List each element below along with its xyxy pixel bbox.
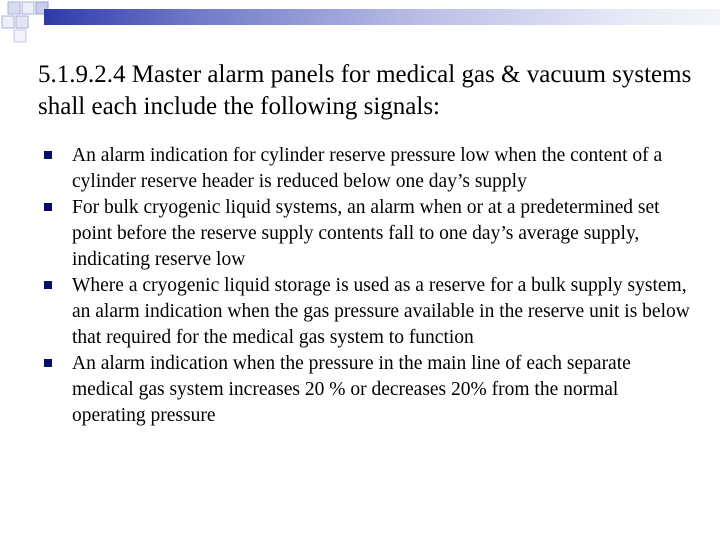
bullet-text: For bulk cryogenic liquid systems, an alarm when or at a predetermined set point before the reserve supply contents fall to one day’s average supply, indicating reserve low (72, 197, 660, 270)
bullet-text: An alarm indication for cylinder reserve pressure low when the content of a cylinder reserve header is reduced below one day’s supply (72, 145, 663, 192)
bullet-item (44, 351, 694, 429)
square-bullet-icon (44, 151, 52, 159)
square-bullet-icon (44, 203, 52, 211)
bullet-text: An alarm indication when the pressure in the main line of each separate medical gas system increases 20 % or decreases 20% from the normal operating pressure (72, 353, 631, 426)
bullet-item (44, 143, 694, 195)
square-bullet-icon (44, 281, 52, 289)
header-band (44, 9, 720, 25)
bullet-item (44, 273, 694, 351)
bullet-text: Where a cryogenic liquid storage is used as a reserve for a bulk supply system, an alarm indication when the gas pressure available in the reserve unit is below that required for the medical gas system to function (72, 275, 690, 348)
bullet-item (44, 195, 694, 273)
slide-title: 5.1.9.2.4 Master alarm panels for medical gas & vacuum systems shall each include the following signals: (38, 61, 692, 120)
square-bullet-icon (44, 359, 52, 367)
bullet-list (44, 143, 694, 429)
